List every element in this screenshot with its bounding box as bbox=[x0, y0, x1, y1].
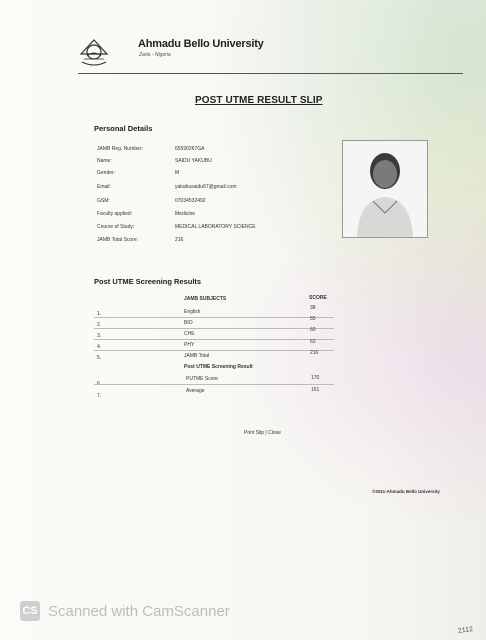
gsm-label: GSM: bbox=[97, 198, 110, 204]
camscanner-watermark: Scanned with CamScanner bbox=[48, 603, 230, 620]
page-title: POST UTME RESULT SLIP bbox=[195, 95, 323, 106]
row-number: 3. bbox=[97, 333, 102, 339]
link-separator: | bbox=[265, 430, 269, 436]
score-column-header: SCORE bbox=[309, 295, 327, 301]
average-value: 151 bbox=[311, 387, 320, 393]
screening-result-subheading: Post UTME Screening Result bbox=[184, 364, 253, 370]
subjects-column-header: JAMB SUBJECTS bbox=[184, 296, 227, 302]
row-number: 1. bbox=[97, 311, 102, 317]
camscanner-logo-icon: CS bbox=[20, 601, 40, 621]
average-label: Average bbox=[186, 388, 205, 394]
gender-value: M bbox=[175, 170, 180, 176]
row-number: 5. bbox=[97, 355, 102, 361]
gsm-value: 07034532492 bbox=[175, 198, 206, 204]
screening-heading: Post UTME Screening Results bbox=[94, 277, 202, 286]
close-link[interactable]: Close bbox=[268, 430, 281, 436]
subject-score: 60 bbox=[310, 327, 316, 333]
row-divider bbox=[94, 350, 334, 351]
print-slip-link[interactable]: Print Slip bbox=[244, 430, 265, 436]
subject-score: 216 bbox=[310, 350, 319, 356]
header-divider bbox=[78, 73, 463, 74]
subject-name: English bbox=[184, 309, 201, 315]
print-actions bbox=[244, 430, 281, 436]
reg-number-value: 65590267GA bbox=[175, 146, 205, 152]
person-photo-icon bbox=[343, 141, 427, 237]
subject-score: 63 bbox=[310, 339, 316, 345]
course-label: Course of Study: bbox=[97, 224, 135, 230]
putme-score-value: 170 bbox=[311, 375, 320, 381]
university-location: Zaria - Nigeria bbox=[139, 52, 171, 58]
row-divider bbox=[94, 317, 334, 318]
university-name: Ahmadu Bello University bbox=[138, 38, 264, 50]
name-label: Name: bbox=[97, 158, 112, 164]
university-crest-icon bbox=[78, 36, 110, 68]
name-value: SAIDU YAKUBU bbox=[175, 158, 212, 164]
jamb-total-label: JAMB Total Score: bbox=[97, 237, 139, 243]
course-value: MEDICAL LABORATORY SCIENCE bbox=[175, 224, 256, 230]
email-label: Email: bbox=[97, 184, 111, 190]
subject-name: CHE bbox=[184, 331, 195, 337]
faculty-value: Medicine bbox=[175, 211, 196, 217]
row-divider bbox=[94, 328, 334, 329]
personal-details-heading: Personal Details bbox=[94, 124, 153, 133]
jamb-total-value: 216 bbox=[175, 237, 184, 243]
gender-label: Gender: bbox=[97, 170, 116, 176]
putme-score-label: PUTME Score bbox=[186, 376, 218, 382]
row-number: 4. bbox=[97, 344, 102, 350]
faculty-label: Faculty applied: bbox=[97, 211, 133, 217]
passport-photo bbox=[342, 140, 428, 238]
subject-name: PHY bbox=[184, 342, 195, 348]
corner-handwriting: 2112 bbox=[457, 625, 474, 636]
subject-score: 38 bbox=[310, 305, 316, 311]
subject-name: JAMB Total bbox=[184, 353, 210, 359]
row-divider bbox=[94, 339, 334, 340]
footer-copyright: ©2011-Ahmadu Bello University bbox=[372, 489, 440, 494]
reg-number-label: JAMB Reg. Number: bbox=[97, 146, 143, 152]
row-number: 7. bbox=[97, 393, 102, 399]
email-value: yakubusaidu67@gmail.com bbox=[175, 184, 237, 190]
row-number: 2. bbox=[97, 322, 102, 328]
subject-name: BIO bbox=[184, 320, 193, 326]
row-divider bbox=[94, 384, 334, 385]
subject-score: 55 bbox=[310, 316, 316, 322]
